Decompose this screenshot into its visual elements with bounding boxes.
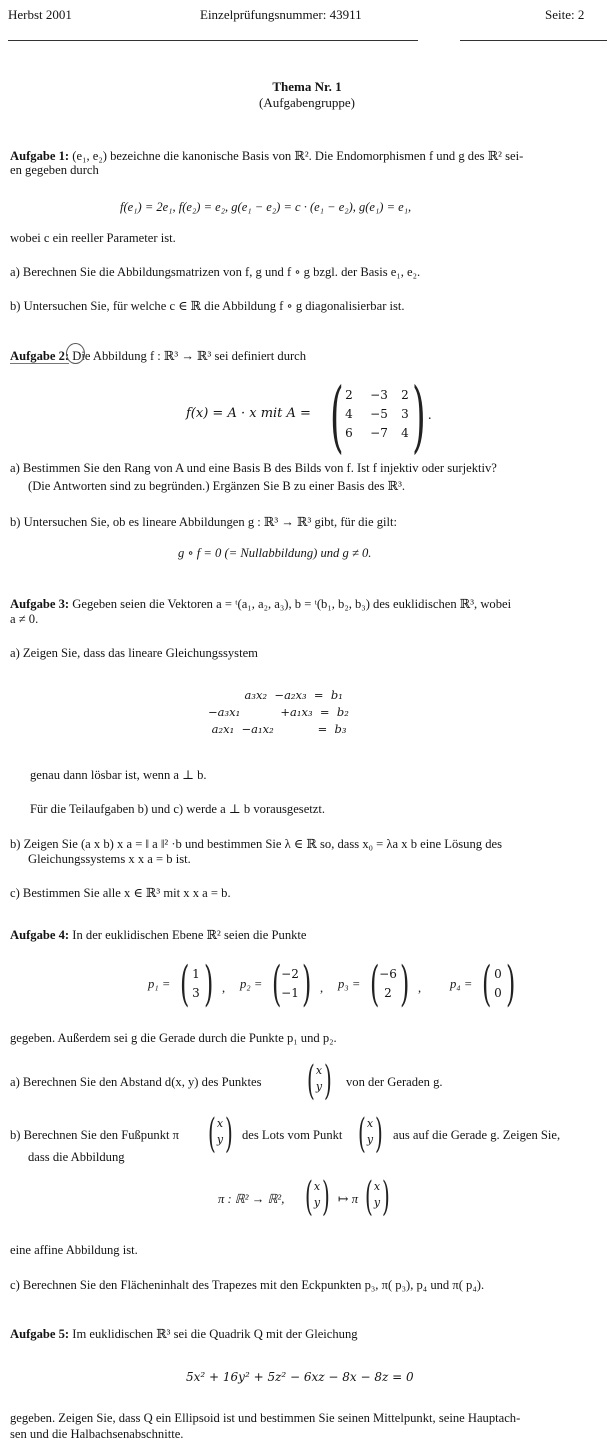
matrix-cell: −7: [370, 426, 388, 440]
vector-left-paren: (: [272, 956, 282, 1012]
point-name: p₄ =: [450, 977, 473, 991]
vector-top: 1: [192, 967, 200, 981]
task1-part-b: b) Untersuchen Sie, für welche c ∈ ℝ die Abbildung f ∘ g diagonalisierbar ist.: [10, 299, 405, 313]
matrix-cell: 4: [401, 426, 409, 440]
vector-x: x: [366, 1117, 374, 1130]
task3-part-c: c) Bestimmen Sie alle x ∈ ℝ³ mit x x a = b.: [10, 886, 231, 900]
header-rule-right: [460, 40, 607, 41]
vector-y: y: [216, 1133, 224, 1146]
task3-line2: a ≠ 0.: [10, 612, 39, 626]
vector-y: y: [313, 1196, 321, 1209]
matrix-cell: 3: [401, 407, 409, 421]
vector-top: 0: [494, 967, 502, 981]
task1-line2: en gegeben durch: [10, 163, 99, 177]
task2-part-a-cont: (Die Antworten sind zu begründen.) Ergänzen Sie B zu einer Basis des ℝ³.: [28, 479, 406, 493]
task4-map-arrow: ↦ π: [338, 1192, 359, 1206]
vector-left-paren: (: [305, 1174, 313, 1220]
task4-part-c: c) Berechnen Sie den Flächeninhalt des Trapezes mit den Eckpunkten p₃, π( p₃), p₄ und π( p₄).: [10, 1278, 485, 1292]
vector-x: x: [373, 1180, 381, 1193]
matrix-cell: −5: [370, 407, 388, 421]
point-sep: ,: [222, 981, 226, 995]
matrix-left-paren: (: [330, 372, 344, 462]
header-semester: Herbst 2001: [8, 7, 72, 22]
task3-part-b-cont: Gleichungssystems x x a = b ist.: [28, 852, 191, 866]
vector-y: y: [366, 1133, 374, 1146]
point-name: p₁ =: [148, 977, 171, 991]
vector-left-paren: (: [370, 956, 380, 1012]
task4-part-a-end: von der Geraden g.: [346, 1075, 443, 1089]
vector-right-paren: ): [506, 956, 516, 1012]
task1-part-a: a) Berechnen Sie die Abbildungsmatrizen von f, g und f ∘ g bzgl. der Basis e₁, e₂.: [10, 265, 421, 279]
header-page: Seite: 2: [545, 7, 585, 22]
vector-x: x: [313, 1180, 321, 1193]
task5-line1: [10, 1326, 358, 1342]
task3-intro: Gegeben seien die Vektoren a = ᵗ(a₁, a₂, a₃), b = ᵗ(b₁, b₂, b₃) des euklidischen ℝ³, wobei: [72, 597, 512, 611]
vector-right-paren: ): [382, 1174, 390, 1220]
point-name: p₂ =: [240, 977, 263, 991]
task5-equation: 5x² + 16y² + 5z² − 6xz − 8x − 8z = 0: [186, 1370, 414, 1384]
vector-x: x: [216, 1117, 224, 1130]
vector-left-paren: (: [307, 1058, 315, 1104]
task4-given: gegeben. Außerdem sei g die Gerade durch die Punkte p₁ und p₂.: [10, 1031, 337, 1045]
point-name: p₃ =: [338, 977, 361, 991]
matrix-period: .: [428, 408, 432, 423]
task2-label: Aufgabe 2:: [10, 349, 70, 363]
vector-left-paren: (: [482, 956, 492, 1012]
task4-part-b-cont: dass die Abbildung: [28, 1150, 125, 1164]
task4-affine: eine affine Abbildung ist.: [10, 1243, 138, 1257]
task4-intro: In der euklidischen Ebene ℝ² seien die Punkte: [72, 928, 307, 942]
matrix-cell: 4: [345, 407, 353, 421]
vector-top: −6: [379, 967, 397, 981]
task4-part-b-end: aus auf die Gerade g. Zeigen Sie,: [393, 1128, 561, 1142]
vector-bottom: 3: [192, 986, 200, 1000]
task2-formula: f(x) = A · x mit A =: [186, 406, 311, 421]
vector-bottom: 0: [494, 986, 502, 1000]
task3-system-row: −a₃x₁ +a₁x₃ = b₂: [208, 705, 349, 719]
task4-part-a: a) Berechnen Sie den Abstand d(x, y) des Punktes: [10, 1075, 262, 1089]
vector-bottom: 2: [384, 986, 392, 1000]
header-exam-number: Einzelprüfungsnummer: 43911: [200, 7, 362, 22]
vector-left-paren: (: [208, 1111, 216, 1157]
matrix-cell: −3: [370, 388, 388, 402]
task5-text-line2: sen und die Halbachsenabschnitte.: [10, 1427, 184, 1441]
task3-assumption: Für die Teilaufgaben b) und c) werde a ⊥ b vorausgesetzt.: [30, 802, 326, 816]
task1-formula: f(e₁) = 2e₁, f(e₂) = e₂, g(e₁ − e₂) = c · (e₁ − e₂), g(e₁) = e₁,: [120, 200, 412, 214]
task5-label: Aufgabe 5:: [10, 1327, 70, 1341]
vector-left-paren: (: [365, 1174, 373, 1220]
task3-system-row: a₂x₁ −a₁x₂ = b₃: [208, 722, 347, 736]
vector-right-paren: ): [204, 956, 214, 1012]
point-sep: ,: [320, 981, 324, 995]
task4-label: Aufgabe 4:: [10, 928, 70, 942]
task5-text-line1: gegeben. Zeigen Sie, dass Q ein Ellipsoid ist und bestimmen Sie seinen Mittelpunkt, seine Hauptach-: [10, 1411, 521, 1425]
task4-map-def: π : ℝ² → ℝ²,: [218, 1192, 285, 1206]
vector-right-paren: ): [400, 956, 410, 1012]
vector-left-paren: (: [180, 956, 190, 1012]
vector-x: x: [315, 1064, 323, 1077]
task2-line1: [10, 348, 306, 364]
point-sep: ,: [418, 981, 422, 995]
page-subtitle: (Aufgabengruppe): [258, 95, 355, 110]
task1-label: Aufgabe 1:: [10, 149, 70, 163]
matrix-right-paren: ): [412, 372, 426, 462]
task4-part-b-mid: des Lots vom Punkt: [242, 1128, 343, 1142]
task2-part-a: a) Bestimmen Sie den Rang von A und eine Basis B des Bilds von f. Ist f injektiv oder surjektiv?: [10, 461, 497, 475]
vector-right-paren: ): [375, 1111, 383, 1157]
task3-line1: [10, 596, 511, 612]
page-title: Thema Nr. 1: [272, 79, 342, 94]
matrix-cell: 2: [401, 388, 409, 402]
task3-label: Aufgabe 3:: [10, 597, 70, 611]
task5-intro: Im euklidischen ℝ³ sei die Quadrik Q mit der Gleichung: [72, 1327, 358, 1341]
task3-solvable: genau dann lösbar ist, wenn a ⊥ b.: [30, 768, 207, 782]
vector-right-paren: ): [225, 1111, 233, 1157]
vector-y: y: [315, 1080, 323, 1093]
vector-right-paren: ): [322, 1174, 330, 1220]
vector-y: y: [373, 1196, 381, 1209]
task3-part-b: b) Zeigen Sie (a x b) x a = ‖ a ‖² ·b und bestimmen Sie λ ∈ ℝ so, dass x₀ = λa x b eine Lösung des: [10, 837, 502, 851]
task1-intro: (e₁, e₂) bezeichne die kanonische Basis von ℝ². Die Endomorphismen f und g des ℝ² sei-: [72, 149, 524, 163]
task4-part-b: b) Berechnen Sie den Fußpunkt π: [10, 1128, 179, 1142]
task2-condition: g ∘ f = 0 (= Nullabbildung) und g ≠ 0.: [178, 546, 372, 560]
vector-bottom: −1: [281, 986, 299, 1000]
task1-parameter: wobei c ein reeller Parameter ist.: [10, 231, 176, 245]
task4-line1: [10, 927, 307, 943]
task3-part-a: a) Zeigen Sie, dass das lineare Gleichungssystem: [10, 646, 258, 660]
matrix-cell: 2: [345, 388, 353, 402]
task2-circle-mark: [66, 343, 85, 364]
matrix-cell: 6: [345, 426, 353, 440]
header-rule-left: [8, 40, 418, 41]
vector-right-paren: ): [302, 956, 312, 1012]
task2-intro: Die Abbildung f : ℝ³ → ℝ³ sei definiert durch: [72, 349, 307, 363]
task1-line1: [10, 148, 523, 164]
vector-left-paren: (: [358, 1111, 366, 1157]
task2-part-b: b) Untersuchen Sie, ob es lineare Abbildungen g : ℝ³ → ℝ³ gibt, für die gilt:: [10, 515, 397, 529]
vector-right-paren: ): [324, 1058, 332, 1104]
vector-top: −2: [281, 967, 299, 981]
task3-system-row: a₃x₂ −a₂x₃ = b₁: [208, 688, 343, 702]
